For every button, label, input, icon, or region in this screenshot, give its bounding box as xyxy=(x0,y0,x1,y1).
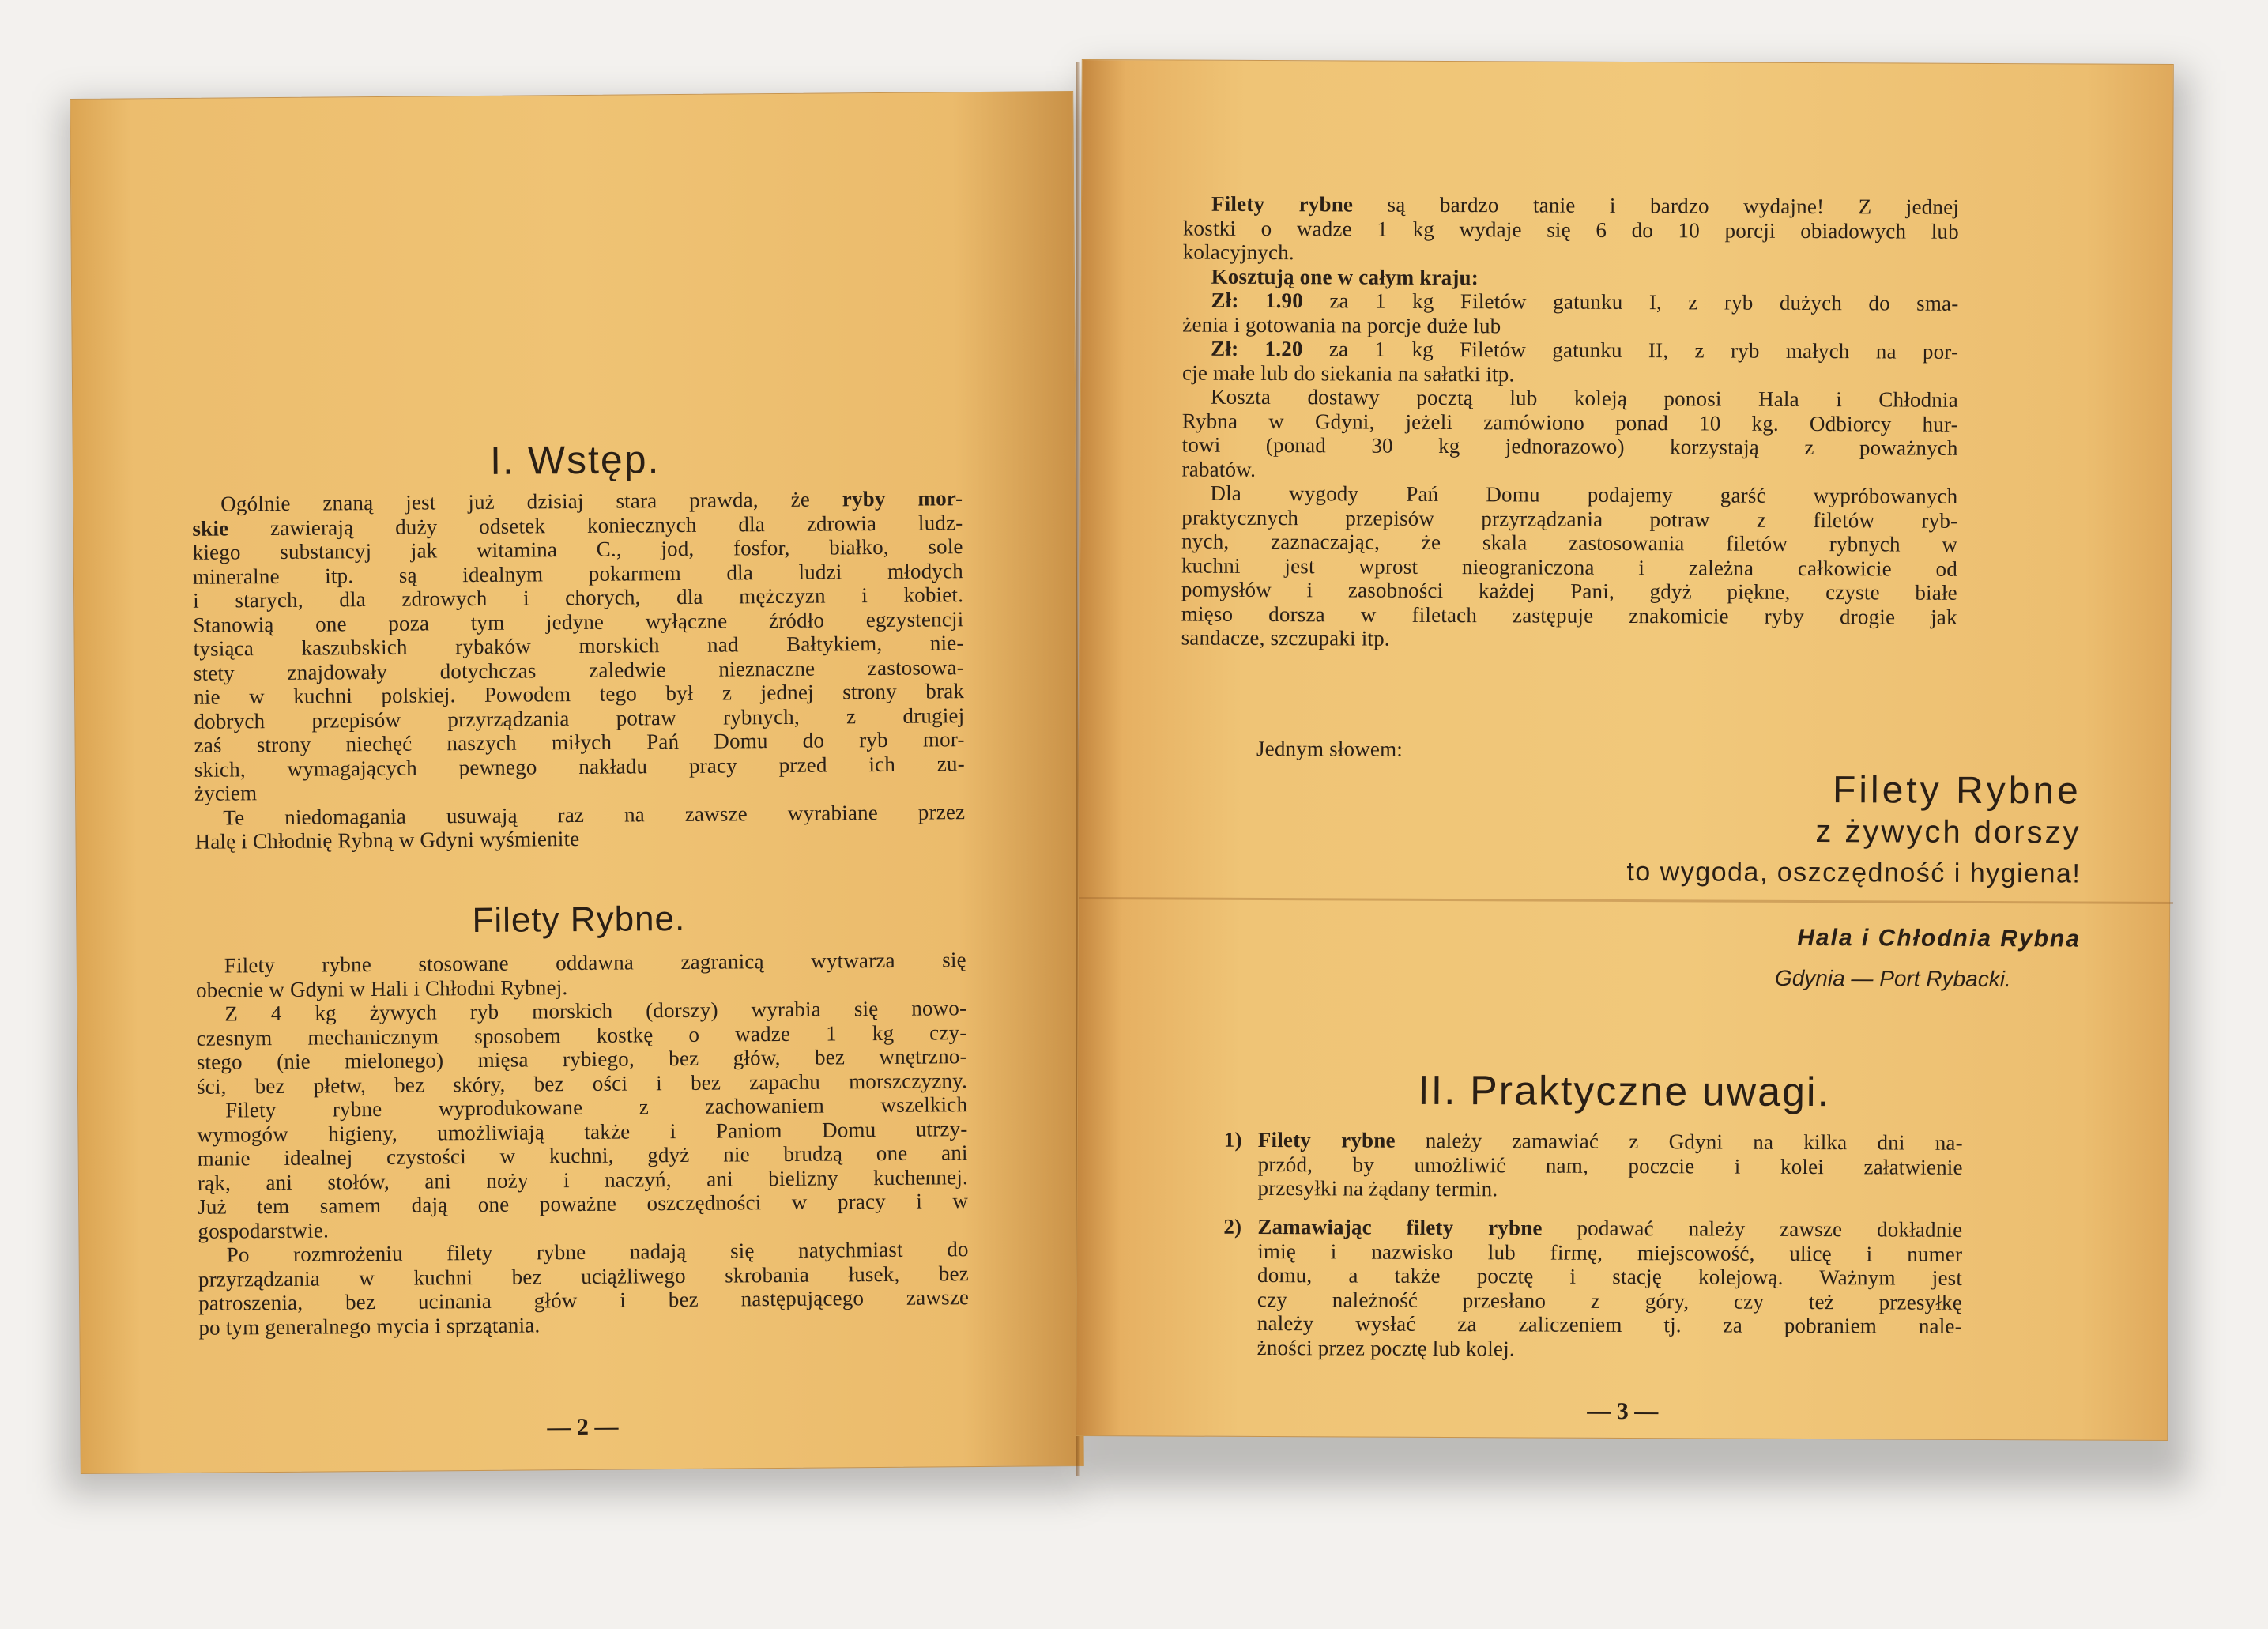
subheading-filety-rybne: Filety Rybne. xyxy=(472,899,686,941)
text-line: przyrządzania w kuchni bez uciążliwego skrobania łusek, bez xyxy=(198,1261,970,1292)
text-line: nych, zaznaczając, że skala zastosowania filetów rybnych w xyxy=(1181,529,1958,556)
text-line: przesyłki na żądany termin. xyxy=(1257,1175,1498,1201)
text-line: Filety rybne należy zamawiać z Gdyni na kilka dni na- xyxy=(1257,1127,1963,1155)
intro-paragraph xyxy=(73,485,1077,854)
text-line: imię i nazwisko lub firmę, miejscowość, ulicę i numer xyxy=(1257,1239,1963,1266)
section-heading-wstep: I. Wstęp. xyxy=(489,437,661,483)
text-line: kolacyjnych. xyxy=(1182,239,1294,265)
text-line: praktycznych przepisów przyrządzania potraw z filetów ryb- xyxy=(1181,505,1958,533)
text-line: przód, by umożliwić nam, poczcie i kolei załatwienie xyxy=(1257,1152,1963,1179)
text-line: i starych, dla zdrowych i chorych, dla mężczyzn i kobiet. xyxy=(193,583,964,613)
text-line: wymogów higieny, umożliwiają także i Paniom Domu utrzy- xyxy=(197,1116,968,1147)
text-line: kuchni jest wprost nieograniczona i zależna całkowicie od xyxy=(1181,553,1958,581)
text-line: patroszenia, bez ucinania głów i bez następującego zawsze xyxy=(198,1285,970,1315)
text-line: gospodarstwie. xyxy=(198,1217,330,1243)
text-line: należy wysłać za zaliczeniem tj. za pobraniem nale- xyxy=(1256,1310,1962,1338)
text-line: Rybna w Gdyni, jeżeli zamówiono ponad 10 kg. Odbiorcy hur- xyxy=(1181,409,1958,436)
slogan-intro: Jednym słowem: xyxy=(1256,736,1403,761)
company-name: Hala i Chłodnia Rybna xyxy=(1797,924,2082,952)
page-number-3: — 3 — xyxy=(1587,1397,1659,1425)
text-line: Koszta dostawy pocztą lub koleją ponosi Hala i Chłodnia xyxy=(1210,384,1959,412)
text-line: rabatów. xyxy=(1181,457,1256,481)
text-line: mineralne itp. są idealnym pokarmem dla ludzi młodych xyxy=(192,558,964,589)
text-line: cje małe lub do siekania na sałatki itp. xyxy=(1182,360,1515,386)
text-line: życiem xyxy=(194,781,258,805)
text-line: tysiąca kaszubskich rybaków morskich nad Bałtykiem, nie- xyxy=(193,631,964,661)
section-heading-praktyczne-uwagi: II. Praktyczne uwagi. xyxy=(1418,1067,1831,1116)
text-line: mięso dorsza w filetach zastępuje znakomicie ryby drogie jak xyxy=(1181,601,1957,629)
text-line: obecnie w Gdyni w Hali i Chłodni Rybnej. xyxy=(195,975,568,1002)
text-line: stego (nie mielonego) mięsa rybiego, bez głów, bez wnętrzno- xyxy=(196,1044,967,1074)
slogan-line-2: z żywych dorszy xyxy=(1815,814,2082,850)
item-2-number: 2) xyxy=(1223,1214,1242,1239)
text-line: domu, a także pocztę i stację kolejową. Ważnym jest xyxy=(1257,1262,1963,1290)
text-line: żności przez pocztę lub kolej. xyxy=(1256,1335,1515,1360)
text-line: towi (ponad 30 kg jednorazowo) korzystają z poważnych xyxy=(1181,432,1958,460)
slogan-line-3: to wygoda, oszczędność i hygiena! xyxy=(1626,857,2082,889)
text-line: Stanowią one poza tym jedyne wyłączne źródło egzystencji xyxy=(193,606,964,637)
text-line: Z 4 kg żywych ryb morskich (dorszy) wyrabia się nowo- xyxy=(224,996,967,1026)
text-line: ści, bez płetw, bez skóry, bez ości i bez zapachu morszczyzny. xyxy=(196,1068,968,1099)
text-line: Dla wygody Pań Domu podajemy garść wypróbowanych xyxy=(1210,481,1958,508)
text-line: Kosztują one w całym kraju: xyxy=(1211,264,1479,289)
price-paragraph xyxy=(1082,191,2174,650)
text-line: sandacze, szczupaki itp. xyxy=(1181,625,1390,650)
text-line: stety znajdowały dotychczas zaledwie nieznaczne zastosowa- xyxy=(193,654,964,685)
slogan-line-1: Filety Rybne xyxy=(1832,769,2082,813)
text-line: zaś strony niechęć naszych miłych Pań Domu do ryb mor- xyxy=(194,727,965,757)
item-1-number: 1) xyxy=(1223,1127,1242,1152)
left-page xyxy=(70,91,1084,1474)
text-line: dobrych przepisów przyrządzania potraw rybnych, z drugiej xyxy=(194,703,965,733)
text-line: Ogólnie znaną jest już dzisiaj stara prawda, że ryby mor- xyxy=(220,486,963,516)
text-line: kiego substancyj jak witamina C., jod, fosfor, białko, sole xyxy=(192,534,963,564)
text-line: Zł: 1.20 za 1 kg Filetów gatunku II, z ryb małych na por- xyxy=(1211,336,1959,364)
page-number-2: — 2 — xyxy=(547,1413,619,1441)
text-line: Halę i Chłodnię Rybną w Gdyni wyśmienite xyxy=(194,826,580,854)
text-line: nie w kuchni polskiej. Powodem tego był z jednej strony brak xyxy=(194,679,965,709)
text-line: Te niedomagania usuwają raz na zawsze wyrabiane przez xyxy=(223,799,966,830)
text-line: Po rozmrożeniu filety rybne nadają się natychmiast do xyxy=(226,1237,969,1267)
text-line: Już tem samem dają one poważne oszczędności w pracy i w xyxy=(198,1189,969,1219)
text-line: skich, wymagających pewnego nakładu pracy przed ich zu- xyxy=(194,751,965,782)
text-line: czesnym mechanicznym sposobem kostkę o wadze 1 kg czy- xyxy=(196,1020,967,1050)
text-line: Filety rybne są bardzo tanie i bardzo wydajne! Z jednej xyxy=(1211,191,1960,219)
text-line: skie zawierają duży odsetek koniecznych dla zdrowia ludz- xyxy=(192,510,963,541)
text-line: Filety rybne stosowane oddawna zagranicą wytwarza się xyxy=(224,948,966,978)
text-line: Zamawiając filety rybne podawać należy zawsze dokładnie xyxy=(1257,1214,1963,1242)
text-line: Zł: 1.90 za 1 kg Filetów gatunku I, z ryb dużych do sma- xyxy=(1211,288,1959,315)
text-line: czy należność przesłano z góry, czy też przesyłkę xyxy=(1256,1287,1963,1314)
text-line: pomysłów i zasobności każdej Pani, gdyż piękne, czyste białe xyxy=(1181,577,1957,605)
text-line: Filety rybne wyprodukowane z zachowaniem wszelkich xyxy=(225,1092,968,1122)
filety-paragraph xyxy=(77,947,1081,1340)
text-line: żenia i gotowania na porcje duże lub xyxy=(1182,312,1501,337)
text-line: rąk, ani stołów, ani noży i naczyń, ani bielizny kuchennej. xyxy=(197,1164,969,1195)
text-line: manie idealnej czystości w kuchni, gdyż nie brudzą one ani xyxy=(197,1141,968,1171)
right-page xyxy=(1076,59,2174,1441)
text-line: po tym generalnego mycia i sprzątania. xyxy=(198,1312,541,1340)
company-location: Gdynia — Port Rybacki. xyxy=(1774,965,2011,992)
text-line: kostki o wadze 1 kg wydaje się 6 do 10 porcji obiadowych lub xyxy=(1182,216,1959,243)
